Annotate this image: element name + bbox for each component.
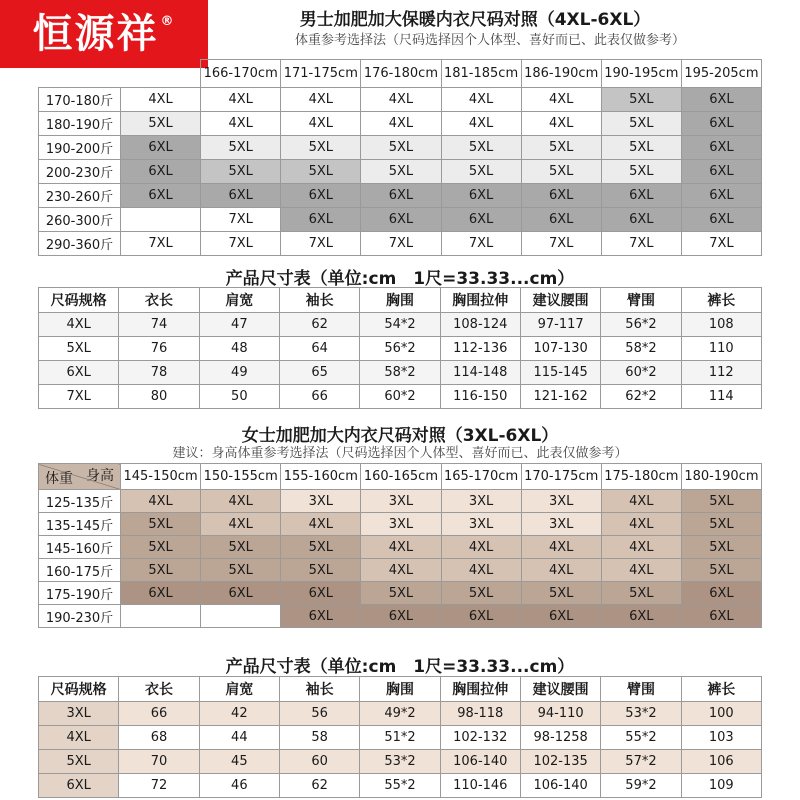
spec-value-cell: 62*2: [601, 385, 681, 409]
weight-cell: 135-145斤: [39, 513, 121, 536]
table-row: [39, 160, 762, 184]
spec-value-cell: 58*2: [601, 337, 681, 361]
size-cell: 5XL: [121, 559, 201, 582]
height-header-cell: 180-190cm: [681, 464, 761, 490]
spec-value-cell: 72: [119, 774, 199, 798]
spec-value-cell: 114: [681, 385, 761, 409]
size-cell: 7XL: [521, 232, 601, 256]
spec-header-cell: 衣长: [119, 288, 199, 313]
spec-value-cell: 47: [199, 313, 279, 337]
spec-row: [39, 337, 762, 361]
spec-value-cell: 114-148: [440, 361, 520, 385]
spec-value-cell: 100: [681, 702, 761, 726]
size-cell: 5XL: [201, 536, 281, 559]
size-cell: 4XL: [201, 513, 281, 536]
size-cell: 3XL: [521, 513, 601, 536]
size-cell: 5XL: [601, 112, 681, 136]
height-header-cell: 186-190cm: [521, 60, 601, 88]
spec-value-cell: 50: [199, 385, 279, 409]
spec-value-cell: 44: [199, 726, 279, 750]
spec-value-cell: 106-140: [440, 750, 520, 774]
spec-size-cell: 7XL: [39, 385, 119, 409]
size-cell: 3XL: [281, 490, 361, 513]
size-cell: 6XL: [441, 605, 521, 628]
height-header-cell: 150-155cm: [201, 464, 281, 490]
spec-value-cell: 66: [119, 702, 199, 726]
weight-cell: 230-260斤: [39, 184, 121, 208]
corner-height-label: 身高: [86, 468, 114, 484]
table-row: [39, 232, 762, 256]
size-cell: 7XL: [681, 232, 761, 256]
weight-cell: 200-230斤: [39, 160, 121, 184]
men-size-grid: [38, 59, 762, 256]
weight-cell: 170-180斤: [39, 88, 121, 112]
spec-value-cell: 121-162: [520, 385, 600, 409]
spec-value-cell: 60*2: [360, 385, 440, 409]
spec-value-cell: 116-150: [440, 385, 520, 409]
size-cell: 5XL: [521, 136, 601, 160]
size-cell: 5XL: [601, 582, 681, 605]
spec-header-cell: 裤长: [681, 677, 761, 702]
spec-row: [39, 361, 762, 385]
spec-row: [39, 313, 762, 337]
spec-size-cell: 6XL: [39, 774, 119, 798]
brand-logo-text: 恒源祥: [32, 11, 159, 57]
table-row: [39, 136, 762, 160]
size-cell: 6XL: [681, 112, 761, 136]
women-size-title: 女士加肥加大内衣尺码对照（3XL-6XL）: [241, 426, 559, 446]
size-cell: 6XL: [521, 184, 601, 208]
spec-size-cell: 5XL: [39, 337, 119, 361]
size-cell: 6XL: [681, 136, 761, 160]
size-cell: 6XL: [361, 605, 441, 628]
spec-header-cell: 建议腰围: [520, 288, 600, 313]
size-cell: 6XL: [521, 208, 601, 232]
spec-value-cell: 76: [119, 337, 199, 361]
spec-row: [39, 726, 762, 750]
spec-value-cell: 112-136: [440, 337, 520, 361]
spec-value-cell: 58: [279, 726, 359, 750]
size-cell: 6XL: [681, 184, 761, 208]
size-cell: 6XL: [281, 184, 361, 208]
size-cell: 4XL: [361, 112, 441, 136]
women-size-grid: [38, 463, 762, 628]
spec-value-cell: 46: [199, 774, 279, 798]
table-row: [39, 605, 762, 628]
spec-header-cell: 肩宽: [199, 288, 279, 313]
spec-value-cell: 112: [681, 361, 761, 385]
spec-size-cell: 3XL: [39, 702, 119, 726]
size-cell: 4XL: [121, 490, 201, 513]
spec-value-cell: 64: [279, 337, 359, 361]
women-size-note: 建议：身高体重参考选择法（尺码选择因个人体型、喜好而已、此表仅做参考）: [172, 446, 628, 461]
size-cell: 6XL: [201, 582, 281, 605]
men-size-title: 男士加肥加大保暖内衣尺码对照（4XL-6XL）: [299, 10, 651, 30]
size-cell: 4XL: [441, 88, 521, 112]
spec-value-cell: 65: [279, 361, 359, 385]
spec-value-cell: 97-117: [520, 313, 600, 337]
size-cell: 5XL: [441, 160, 521, 184]
spec-value-cell: 59*2: [601, 774, 681, 798]
size-cell: 7XL: [201, 232, 281, 256]
header-row: [39, 464, 762, 490]
size-cell: 5XL: [521, 160, 601, 184]
size-cell: 6XL: [361, 184, 441, 208]
spec-header-cell: 臂围: [601, 288, 681, 313]
size-cell: 4XL: [441, 536, 521, 559]
size-cell: [121, 208, 201, 232]
spec-value-cell: 74: [119, 313, 199, 337]
size-cell: 5XL: [681, 490, 761, 513]
size-cell: 3XL: [521, 490, 601, 513]
spec-value-cell: 108-124: [440, 313, 520, 337]
size-cell: 5XL: [121, 112, 201, 136]
spec-value-cell: 107-130: [520, 337, 600, 361]
spec-value-cell: 109: [681, 774, 761, 798]
size-cell: 4XL: [201, 112, 281, 136]
height-header-cell: 190-195cm: [601, 60, 681, 88]
spec-header-cell: 胸围拉伸: [440, 677, 520, 702]
size-cell: 6XL: [681, 88, 761, 112]
size-cell: 5XL: [681, 536, 761, 559]
size-cell: 4XL: [281, 513, 361, 536]
size-cell: [201, 605, 281, 628]
weight-cell: 190-200斤: [39, 136, 121, 160]
spec-value-cell: 98-118: [440, 702, 520, 726]
size-cell: 6XL: [681, 208, 761, 232]
header-row: [39, 60, 762, 88]
size-cell: 6XL: [601, 605, 681, 628]
table-row: [39, 559, 762, 582]
size-cell: 5XL: [121, 536, 201, 559]
spec-value-cell: 53*2: [360, 750, 440, 774]
size-cell: 5XL: [281, 136, 361, 160]
size-cell: 6XL: [201, 184, 281, 208]
weight-cell: 190-230斤: [39, 605, 121, 628]
size-cell: 7XL: [361, 232, 441, 256]
corner-header-cell: [39, 60, 121, 88]
table-row: [39, 490, 762, 513]
size-cell: 4XL: [361, 536, 441, 559]
size-cell: 5XL: [681, 513, 761, 536]
weight-cell: 260-300斤: [39, 208, 121, 232]
women-spec-title: 产品尺寸表（单位:cm 1尺=33.33...cm）: [225, 657, 575, 677]
size-cell: 6XL: [681, 160, 761, 184]
size-cell: 3XL: [441, 513, 521, 536]
spec-value-cell: 60: [279, 750, 359, 774]
height-header-cell: 166-170cm: [201, 60, 281, 88]
registered-mark: ®: [160, 14, 176, 29]
height-header-cell: 160-165cm: [361, 464, 441, 490]
spec-value-cell: 102-132: [440, 726, 520, 750]
size-cell: 5XL: [281, 559, 361, 582]
spec-value-cell: 78: [119, 361, 199, 385]
spec-value-cell: 108: [681, 313, 761, 337]
spec-size-cell: 6XL: [39, 361, 119, 385]
size-cell: 7XL: [601, 232, 681, 256]
size-cell: 4XL: [521, 559, 601, 582]
height-header-cell: 181-185cm: [441, 60, 521, 88]
height-header-cell: 171-175cm: [281, 60, 361, 88]
size-cell: 5XL: [441, 136, 521, 160]
table-row: [39, 184, 762, 208]
spec-value-cell: 55*2: [360, 774, 440, 798]
table-row: [39, 513, 762, 536]
table-row: [39, 88, 762, 112]
spec-value-cell: 106: [681, 750, 761, 774]
size-cell: 5XL: [361, 136, 441, 160]
size-cell: 3XL: [361, 513, 441, 536]
table-row: [39, 536, 762, 559]
size-cell: 4XL: [601, 536, 681, 559]
size-cell: 4XL: [361, 559, 441, 582]
size-cell: 4XL: [121, 88, 201, 112]
spec-value-cell: 49*2: [360, 702, 440, 726]
spec-value-cell: 115-145: [520, 361, 600, 385]
size-cell: 6XL: [121, 184, 201, 208]
size-cell: 4XL: [281, 112, 361, 136]
spec-value-cell: 56: [279, 702, 359, 726]
size-cell: 6XL: [121, 160, 201, 184]
size-cell: 6XL: [281, 605, 361, 628]
size-cell: 5XL: [201, 136, 281, 160]
spec-header-cell: 胸围拉伸: [440, 288, 520, 313]
size-cell: 4XL: [521, 112, 601, 136]
size-cell: 5XL: [361, 582, 441, 605]
spec-size-cell: 4XL: [39, 313, 119, 337]
weight-cell: 145-160斤: [39, 536, 121, 559]
size-cell: 5XL: [281, 536, 361, 559]
spec-value-cell: 66: [279, 385, 359, 409]
size-cell: 6XL: [601, 184, 681, 208]
spec-value-cell: 58*2: [360, 361, 440, 385]
women-spec-table: [38, 676, 762, 798]
size-cell: 7XL: [121, 232, 201, 256]
size-cell: [121, 605, 201, 628]
size-cell: 6XL: [601, 208, 681, 232]
spec-value-cell: 62: [279, 774, 359, 798]
spec-value-cell: 80: [119, 385, 199, 409]
spec-row: [39, 750, 762, 774]
spec-header-cell: 尺码规格: [39, 677, 119, 702]
spec-value-cell: 55*2: [601, 726, 681, 750]
spec-value-cell: 51*2: [360, 726, 440, 750]
size-cell: 5XL: [121, 513, 201, 536]
spec-value-cell: 110-146: [440, 774, 520, 798]
spec-value-cell: 70: [119, 750, 199, 774]
spec-value-cell: 56*2: [601, 313, 681, 337]
size-cell: 4XL: [521, 536, 601, 559]
height-header-cell: [121, 60, 201, 88]
spec-value-cell: 53*2: [601, 702, 681, 726]
men-size-note: 体重参考选择法（尺码选择因个人体型、喜好而已、此表仅做参考）: [294, 33, 685, 48]
size-cell: 6XL: [361, 208, 441, 232]
size-cell: 5XL: [361, 160, 441, 184]
weight-cell: 180-190斤: [39, 112, 121, 136]
weight-cell: 290-360斤: [39, 232, 121, 256]
spec-value-cell: 49: [199, 361, 279, 385]
spec-value-cell: 45: [199, 750, 279, 774]
spec-header-cell: 裤长: [681, 288, 761, 313]
weight-cell: 175-190斤: [39, 582, 121, 605]
size-cell: 5XL: [441, 582, 521, 605]
men-spec-title: 产品尺寸表（单位:cm 1尺=33.33...cm）: [225, 269, 575, 289]
size-cell: 4XL: [521, 88, 601, 112]
spec-value-cell: 103: [681, 726, 761, 750]
spec-header-cell: 肩宽: [199, 677, 279, 702]
size-cell: 6XL: [521, 605, 601, 628]
spec-header-cell: 建议腰围: [520, 677, 600, 702]
spec-value-cell: 106-140: [520, 774, 600, 798]
size-cell: 4XL: [601, 559, 681, 582]
height-header-cell: 175-180cm: [601, 464, 681, 490]
spec-size-cell: 5XL: [39, 750, 119, 774]
corner-weight-label: 体重: [45, 471, 73, 487]
size-cell: 6XL: [681, 605, 761, 628]
size-cell: 6XL: [441, 208, 521, 232]
height-header-cell: 145-150cm: [121, 464, 201, 490]
spec-value-cell: 56*2: [360, 337, 440, 361]
height-header-cell: 176-180cm: [361, 60, 441, 88]
size-cell: 5XL: [601, 160, 681, 184]
size-cell: 7XL: [281, 232, 361, 256]
size-cell: 5XL: [601, 88, 681, 112]
spec-size-cell: 4XL: [39, 726, 119, 750]
size-cell: 7XL: [201, 208, 281, 232]
spec-value-cell: 102-135: [520, 750, 600, 774]
spec-row: [39, 702, 762, 726]
spec-value-cell: 54*2: [360, 313, 440, 337]
spec-value-cell: 42: [199, 702, 279, 726]
corner-header-cell: [39, 464, 121, 490]
size-cell: 5XL: [601, 136, 681, 160]
size-cell: 5XL: [521, 582, 601, 605]
spec-header-cell: 袖长: [279, 677, 359, 702]
size-cell: 4XL: [601, 513, 681, 536]
table-row: [39, 208, 762, 232]
spec-value-cell: 68: [119, 726, 199, 750]
size-cell: 5XL: [681, 559, 761, 582]
spec-value-cell: 110: [681, 337, 761, 361]
spec-header-cell: 衣长: [119, 677, 199, 702]
size-cell: 5XL: [201, 559, 281, 582]
size-cell: 4XL: [441, 559, 521, 582]
spec-value-cell: 62: [279, 313, 359, 337]
spec-row: [39, 774, 762, 798]
size-cell: 3XL: [441, 490, 521, 513]
table-row: [39, 112, 762, 136]
weight-cell: 125-135斤: [39, 490, 121, 513]
spec-value-cell: 98-1258: [520, 726, 600, 750]
spec-row: [39, 385, 762, 409]
size-cell: 4XL: [601, 490, 681, 513]
size-cell: 5XL: [281, 160, 361, 184]
size-cell: 6XL: [121, 136, 201, 160]
height-header-cell: 155-160cm: [281, 464, 361, 490]
spec-header-cell: 胸围: [360, 677, 440, 702]
spec-header-cell: 袖长: [279, 288, 359, 313]
spec-value-cell: 57*2: [601, 750, 681, 774]
spec-header-cell: 臂围: [601, 677, 681, 702]
size-cell: 4XL: [201, 490, 281, 513]
size-cell: 3XL: [361, 490, 441, 513]
size-cell: 5XL: [201, 160, 281, 184]
size-cell: 4XL: [281, 88, 361, 112]
spec-value-cell: 94-110: [520, 702, 600, 726]
spec-header-cell: 胸围: [360, 288, 440, 313]
weight-cell: 160-175斤: [39, 559, 121, 582]
size-cell: 6XL: [121, 582, 201, 605]
height-header-cell: 170-175cm: [521, 464, 601, 490]
spec-value-cell: 60*2: [601, 361, 681, 385]
height-header-cell: 165-170cm: [441, 464, 521, 490]
spec-value-cell: 48: [199, 337, 279, 361]
table-row: [39, 582, 762, 605]
size-cell: 4XL: [441, 112, 521, 136]
spec-header-row: [39, 677, 762, 702]
size-cell: 7XL: [441, 232, 521, 256]
size-cell: 6XL: [281, 582, 361, 605]
size-cell: 6XL: [281, 208, 361, 232]
size-cell: 6XL: [681, 582, 761, 605]
size-cell: 4XL: [361, 88, 441, 112]
spec-header-row: [39, 288, 762, 313]
men-spec-table: [38, 287, 762, 409]
size-cell: 6XL: [441, 184, 521, 208]
height-header-cell: 195-205cm: [681, 60, 761, 88]
size-cell: 4XL: [201, 88, 281, 112]
spec-header-cell: 尺码规格: [39, 288, 119, 313]
